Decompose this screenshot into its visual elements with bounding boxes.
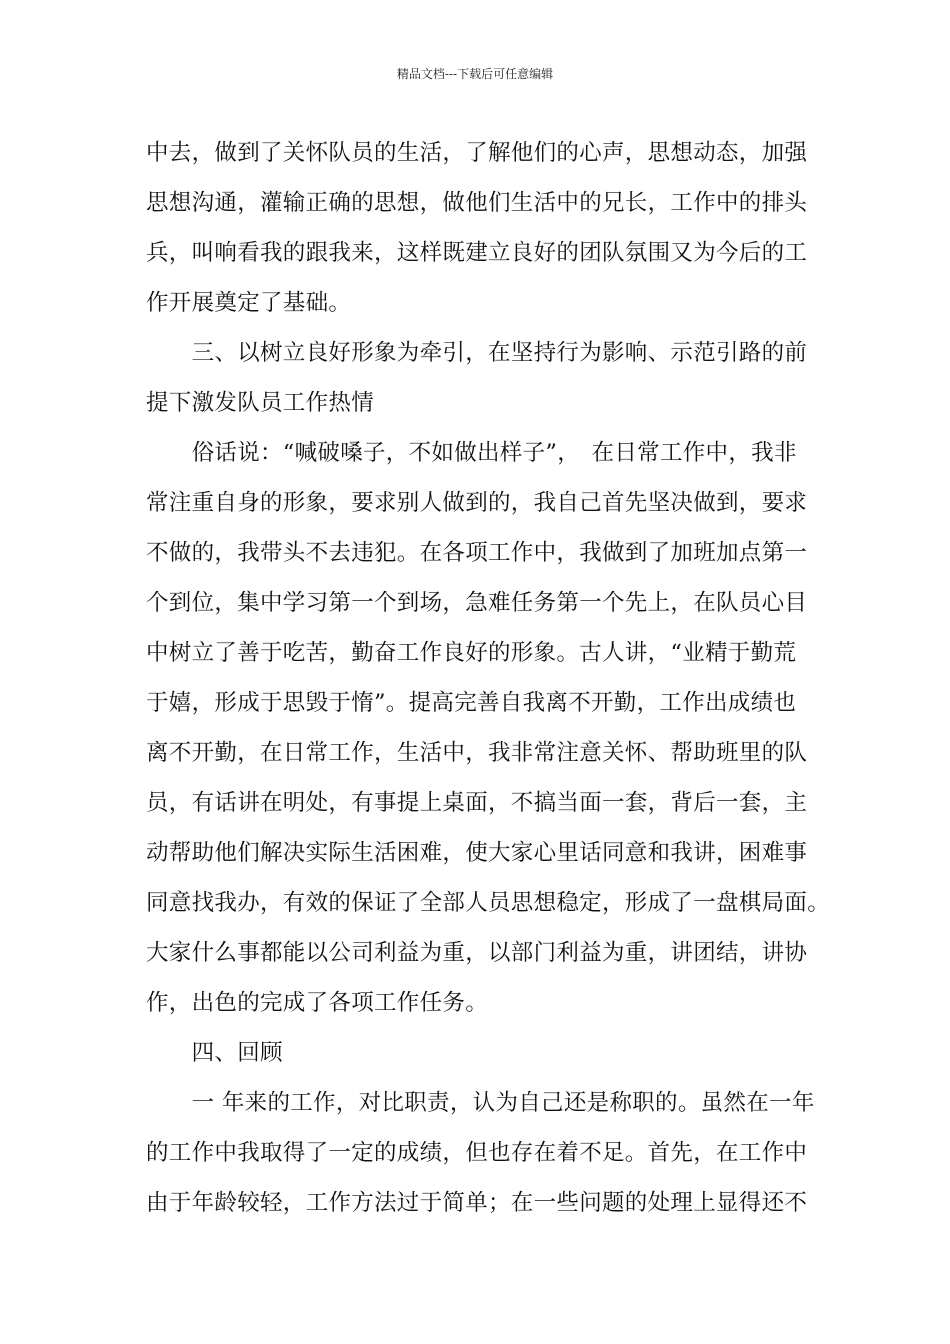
text-line: 一 年来的工作，对比职责，认为自己还是称职的。虽然在一年 — [146, 1090, 815, 1116]
text-line: 作开展奠定了基础。 — [146, 290, 352, 316]
text-line: 由于年龄较轻，工作方法过于简单；在一些问题的处理上显得还不 — [146, 1190, 808, 1216]
text-line: 离不开勤，在日常工作，生活中，我非常注意关怀、帮助班里的队 — [146, 740, 808, 766]
text-line: 常注重自身的形象，要求别人做到的，我自己首先坚决做到，要求 — [146, 490, 808, 516]
text-line: 作，出色的完成了各项工作任务。 — [146, 990, 489, 1016]
section-heading-line: 四、回顾 — [146, 1040, 283, 1066]
body-text — [146, 128, 846, 1228]
text-line: 大家什么事都能以公司利益为重，以部门利益为重，讲团结，讲协 — [146, 940, 808, 966]
text-line: 俗话说：“喊破嗓子，不如做出样子”， 在日常工作中，我非 — [146, 440, 797, 466]
text-line: 思想沟通，灌输正确的思想，做他们生活中的兄长，工作中的排头 — [146, 190, 808, 216]
text-line: 不做的，我带头不去违犯。在各项工作中，我做到了加班加点第一 — [146, 540, 808, 566]
section-heading-line: 三、以树立良好形象为牵引，在坚持行为影响、示范引路的前 — [146, 340, 808, 366]
text-line: 员，有话讲在明处，有事提上桌面，不搞当面一套，背后一套，主 — [146, 790, 808, 816]
text-line: 于嬉，形成于思毁于惰”。提高完善自我离不开勤，工作出成绩也 — [146, 690, 797, 716]
text-line: 个到位，集中学习第一个到场，急难任务第一个先上，在队员心目 — [146, 590, 808, 616]
text-line: 同意找我办，有效的保证了全部人员思想稳定，形成了一盘棋局面。 — [146, 890, 831, 916]
text-line: 中树立了善于吃苦，勤奋工作良好的形象。古人讲，“业精于勤荒 — [146, 640, 797, 666]
text-line: 中去，做到了关怀队员的生活，了解他们的心声，思想动态，加强 — [146, 140, 808, 166]
text-line: 兵，叫响看我的跟我来，这样既建立良好的团队氛围又为今后的工 — [146, 240, 808, 266]
page-header: 精品文档---下载后可任意编辑 — [396, 67, 554, 81]
text-line: 的工作中我取得了一定的成绩，但也存在着不足。首先，在工作中 — [146, 1140, 808, 1166]
section-heading-line: 提下激发队员工作热情 — [146, 390, 375, 416]
text-line: 动帮助他们解决实际生活困难，使大家心里话同意和我讲，困难事 — [146, 840, 808, 866]
